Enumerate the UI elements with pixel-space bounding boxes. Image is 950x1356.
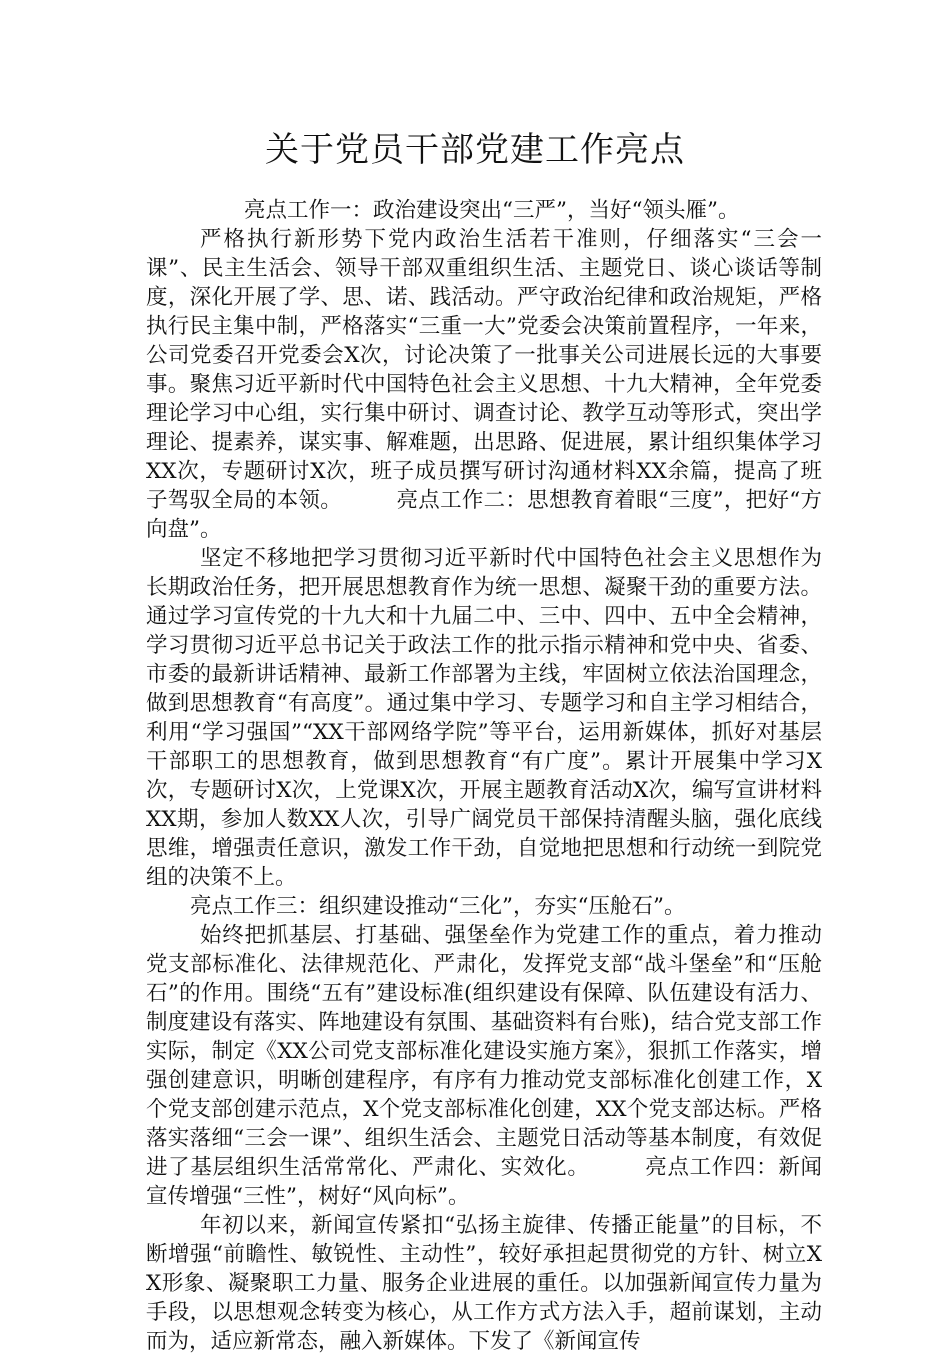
document-body [146,196,822,1356]
paragraph-news-publicity: 年初以来，新闻宣传紧扣“弘扬主旋律、传播正能量”的目标，不断增强“前瞻性、敏锐性、主动性”，较好承担起贯彻党的方针、树立XX形象、凝聚职工力量、服务企业进展的重任。以加强新闻宣传力量为手段，以思想观念转变为核心，从工作方式方法入手，超前谋划，主动而为，适应新常态，融入新媒体。下发了《新闻宣传 [146,1213,822,1354]
paragraph-highlight-3-heading: 亮点工作三：组织建设推动“三化”，夯实“压舱石”。 [190,894,686,919]
paragraph-highlight-1-heading: 亮点工作一：政治建设突出“三严”，当好“领头雁”。 [244,198,740,223]
document-title: 关于党员干部党建工作亮点 [265,130,685,170]
paragraph-political-construction: 严格执行新形势下党内政治生活若干准则，仔细落实“三会一课”、民主生活会、领导干部双重组织生活、主题党日、谈心谈话等制度，深化开展了学、思、诺、践活动。严守政治纪律和政治规矩，严格执行民主集中制，严格落实“三重一大”党委会决策前置程序，一年来，公司党委召开党委会X次，讨论决策了一批事关公司进展长远的大事要事。聚焦习近平新时代中国特色社会主义思想、十九大精神，全年党委理论学习中心组，实行集中研讨、调查讨论、教学互动等形式，突出学理论、提素养，谋实事、解难题，出思路、促进展，累计组织集体学习XX次，专题研讨X次，班子成员撰写研讨沟通材料XX余篇，提高了班子驾驭全局的本领。 亮点工作二：思想教育着眼“三度”，把好“方向盘”。 [146,227,822,542]
paragraph-ideological-education: 坚定不移地把学习贯彻习近平新时代中国特色社会主义思想作为长期政治任务，把开展思想教育作为统一思想、凝聚干劲的重要方法。通过学习宣传党的十九大和十九届二中、三中、四中、五中全会精神，学习贯彻习近平总书记关于政法工作的批示指示精神和党中央、省委、市委的最新讲话精神、最新工作部署为主线，牢固树立依法治国理念，做到思想教育“有高度”。通过集中学习、专题学习和自主学习相结合，利用“学习强国”“XX干部网络学院”等平台，运用新媒体，抓好对基层干部职工的思想教育，做到思想教育“有广度”。累计开展集中学习X次，专题研讨X次，上党课X次，开展主题教育活动X次，编写宣讲材料XX期，参加人数XX人次，引导广阔党员干部保持清醒头脑，强化底线思维，增强责任意识，激发工作干劲，自觉地把思想和行动统一到院党组的决策不上。 [146,546,822,890]
paragraph-organization-construction: 始终把抓基层、打基础、强堡垒作为党建工作的重点，着力推动党支部标准化、法律规范化、严肃化，发挥党支部“战斗堡垒”和“压舱石”的作用。围绕“五有”建设标准(组织建设有保障、队伍建设有活力、制度建设有落实、阵地建设有氛围、基础资料有台账)，结合党支部工作实际，制定《XX公司党支部标准化建设实施方案》，狠抓工作落实，增强创建意识，明晰创建程序，有序有力推动党支部标准化创建工作，X个党支部创建示范点，X个党支部标准化创建，XX个党支部达标。严格落实落细“三会一课”、组织生活会、主题党日活动等基本制度，有效促进了基层组织生活常常化、严肃化、实效化。 亮点工作四：新闻宣传增强“三性”，树好“风向标”。 [146,923,822,1209]
